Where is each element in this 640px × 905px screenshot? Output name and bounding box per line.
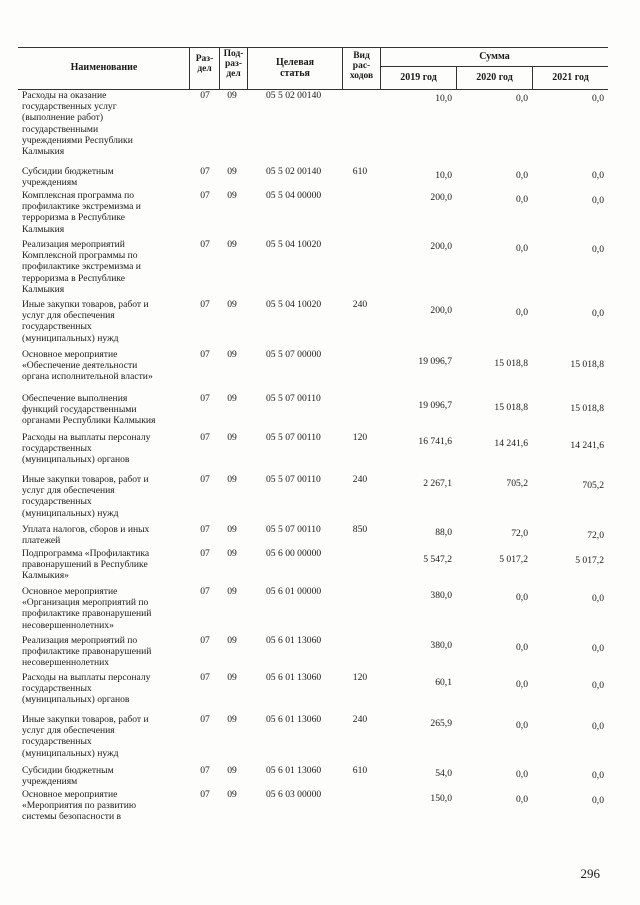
- row-target: 05 5 04 10020: [266, 299, 322, 310]
- header-target: Целевая статья: [275, 57, 315, 79]
- row-sum-2020: 0,0: [516, 679, 528, 690]
- row-sum-2019: 54,0: [435, 768, 452, 779]
- row-podrazdel: 09: [227, 635, 237, 646]
- row-sum-2021: 0,0: [592, 244, 604, 255]
- row-podrazdel: 09: [227, 548, 237, 559]
- row-razdel: 07: [200, 672, 210, 683]
- row-sum-2020: 0,0: [516, 93, 528, 104]
- row-sum-2021: 0,0: [592, 308, 604, 319]
- row-name: Иные закупки товаров, работ и услуг для обеспечения государственных (муниципальных) нужд: [22, 714, 149, 759]
- page-number: 296: [580, 866, 600, 881]
- row-razdel: 07: [200, 393, 210, 404]
- row-razdel: 07: [200, 765, 210, 776]
- row-podrazdel: 09: [227, 166, 237, 177]
- row-sum-2020: 0,0: [516, 307, 528, 318]
- row-sum-2020: 15 018,8: [494, 402, 528, 413]
- row-target: 05 6 01 13060: [266, 765, 322, 776]
- row-podrazdel: 09: [227, 474, 237, 485]
- row-razdel: 07: [200, 299, 210, 310]
- row-razdel: 07: [200, 349, 210, 360]
- row-sum-2021: 14 241,6: [570, 440, 604, 451]
- header-2021: 2021 год: [552, 72, 589, 83]
- row-name: Основное мероприятие «Мероприятия по развитию системы безопасности в: [22, 789, 137, 823]
- header-2020: 2020 год: [476, 72, 513, 83]
- row-sum-2019: 150,0: [430, 793, 452, 804]
- row-target: 05 5 04 10020: [266, 239, 322, 250]
- row-sum-2020: 705,2: [506, 478, 528, 489]
- row-razdel: 07: [200, 239, 210, 250]
- row-target: 05 6 01 13060: [266, 714, 322, 725]
- row-podrazdel: 09: [227, 299, 237, 310]
- row-sum-2021: 0,0: [592, 643, 604, 654]
- row-target: 05 5 02 00140: [266, 166, 322, 177]
- row-sum-2019: 60,1: [435, 677, 452, 688]
- header-vid: Вид рас- ходов: [349, 51, 374, 81]
- header-podrazdel: Под- раз- дел: [223, 49, 244, 79]
- row-name: Основное мероприятие «Организация мероприятий по профилактике правонарушений несовершеннолетних»: [22, 586, 152, 631]
- row-target: 05 5 07 00110: [266, 474, 321, 485]
- row-name: Реализация мероприятий по профилактике правонарушений несовершеннолетних: [22, 635, 152, 669]
- row-podrazdel: 09: [227, 90, 237, 101]
- row-sum-2020: 0,0: [516, 642, 528, 653]
- row-target: 05 5 07 00110: [266, 393, 321, 404]
- row-vid: 240: [352, 474, 368, 485]
- row-sum-2020: 0,0: [516, 794, 528, 805]
- row-vid: 850: [352, 524, 368, 535]
- row-vid: 610: [352, 765, 368, 776]
- row-name: Субсидии бюджетным учреждениям: [22, 765, 114, 788]
- row-sum-2020: 14 241,6: [494, 438, 528, 449]
- row-vid: 240: [352, 299, 368, 310]
- row-target: 05 5 04 00000: [266, 190, 322, 201]
- header-2019: 2019 год: [400, 72, 437, 83]
- row-podrazdel: 09: [227, 239, 237, 250]
- row-razdel: 07: [200, 474, 210, 485]
- row-sum-2020: 0,0: [516, 720, 528, 731]
- row-vid: 240: [352, 714, 368, 725]
- row-sum-2021: 0,0: [592, 680, 604, 691]
- row-razdel: 07: [200, 166, 210, 177]
- row-razdel: 07: [200, 586, 210, 597]
- row-name: Обеспечение выполнения функций государственными органами Республики Калмыкия: [22, 393, 156, 427]
- row-razdel: 07: [200, 90, 210, 101]
- row-name: Расходы на выплаты персоналу государственных (муниципальных) органов: [22, 672, 151, 706]
- row-razdel: 07: [200, 714, 210, 725]
- row-name: Реализация мероприятий Комплексной программы по профилактике экстремизма и терроризма в Республике Калмыкия: [22, 239, 141, 295]
- row-sum-2021: 15 018,8: [570, 403, 604, 414]
- row-sum-2020: 15 018,8: [494, 358, 528, 369]
- row-sum-2019: 200,0: [430, 192, 452, 203]
- row-podrazdel: 09: [227, 789, 237, 800]
- row-podrazdel: 09: [227, 672, 237, 683]
- row-sum-2020: 5 017,2: [499, 554, 528, 565]
- header-name: Наименование: [70, 62, 138, 73]
- row-sum-2019: 10,0: [435, 93, 452, 104]
- row-podrazdel: 09: [227, 586, 237, 597]
- row-razdel: 07: [200, 789, 210, 800]
- row-vid: 120: [352, 432, 368, 443]
- row-sum-2019: 19 096,7: [418, 356, 452, 367]
- row-podrazdel: 09: [227, 432, 237, 443]
- row-sum-2021: 705,2: [582, 480, 604, 491]
- row-razdel: 07: [200, 548, 210, 559]
- row-sum-2021: 5 017,2: [575, 555, 604, 566]
- row-sum-2021: 0,0: [592, 770, 604, 781]
- row-sum-2019: 5 547,2: [423, 554, 452, 565]
- row-sum-2019: 88,0: [435, 527, 452, 538]
- row-sum-2021: 0,0: [592, 195, 604, 206]
- row-target: 05 5 07 00110: [266, 432, 321, 443]
- row-sum-2020: 0,0: [516, 243, 528, 254]
- row-sum-2019: 19 096,7: [418, 400, 452, 411]
- row-sum-2021: 0,0: [592, 93, 604, 104]
- row-sum-2019: 380,0: [430, 640, 452, 651]
- row-sum-2021: 0,0: [592, 170, 604, 181]
- row-sum-2021: 72,0: [587, 530, 604, 541]
- row-razdel: 07: [200, 432, 210, 443]
- row-name: Иные закупки товаров, работ и услуг для обеспечения государственных (муниципальных) нужд: [22, 474, 149, 519]
- row-sum-2019: 265,9: [430, 718, 452, 729]
- row-sum-2020: 0,0: [516, 170, 528, 181]
- row-podrazdel: 09: [227, 349, 237, 360]
- row-name: Подпрограмма «Профилактика правонарушений в Республике Калмыкия»: [22, 548, 150, 582]
- sum-subheader-rule: [380, 66, 608, 67]
- row-sum-2019: 2 267,1: [423, 478, 452, 489]
- row-sum-2021: 0,0: [592, 795, 604, 806]
- row-podrazdel: 09: [227, 714, 237, 725]
- row-sum-2020: 0,0: [516, 592, 528, 603]
- row-target: 05 5 07 00110: [266, 524, 321, 535]
- row-name: Субсидии бюджетным учреждениям: [22, 166, 114, 189]
- row-razdel: 07: [200, 524, 210, 535]
- row-vid: 610: [352, 166, 368, 177]
- row-target: 05 6 01 13060: [266, 635, 322, 646]
- row-name: Расходы на оказание государственных услуг (выполнение работ) государственными учреждениями Республики Калмыкия: [22, 90, 133, 158]
- row-sum-2020: 72,0: [511, 528, 528, 539]
- row-razdel: 07: [200, 190, 210, 201]
- row-podrazdel: 09: [227, 393, 237, 404]
- header-top-rule: [18, 47, 608, 48]
- header-sum: Сумма: [479, 51, 510, 62]
- row-podrazdel: 09: [227, 765, 237, 776]
- row-name: Иные закупки товаров, работ и услуг для обеспечения государственных (муниципальных) нужд: [22, 299, 149, 344]
- row-razdel: 07: [200, 635, 210, 646]
- row-name: Основное мероприятие «Обеспечение деятельности органа исполнительной власти»: [22, 349, 153, 383]
- row-podrazdel: 09: [227, 190, 237, 201]
- row-sum-2019: 200,0: [430, 241, 452, 252]
- row-target: 05 6 00 00000: [266, 548, 322, 559]
- row-target: 05 5 07 00000: [266, 349, 322, 360]
- row-target: 05 5 02 00140: [266, 90, 322, 101]
- row-name: Комплексная программа по профилактике экстремизма и терроризма в Республике Калмыкия: [22, 190, 141, 235]
- row-name: Уплата налогов, сборов и иных платежей: [22, 524, 150, 547]
- row-sum-2021: 0,0: [592, 593, 604, 604]
- row-sum-2021: 0,0: [592, 721, 604, 732]
- row-sum-2020: 0,0: [516, 194, 528, 205]
- row-name: Расходы на выплаты персоналу государственных (муниципальных) органов: [22, 432, 151, 466]
- row-target: 05 6 03 00000: [266, 789, 322, 800]
- row-sum-2019: 200,0: [430, 305, 452, 316]
- header-razdel: Раз- дел: [195, 54, 214, 74]
- row-sum-2020: 0,0: [516, 769, 528, 780]
- row-target: 05 6 01 13060: [266, 672, 322, 683]
- row-vid: 120: [352, 672, 368, 683]
- row-podrazdel: 09: [227, 524, 237, 535]
- row-sum-2019: 10,0: [435, 170, 452, 181]
- row-sum-2019: 16 741,6: [418, 436, 452, 447]
- row-target: 05 6 01 00000: [266, 586, 322, 597]
- row-sum-2019: 380,0: [430, 590, 452, 601]
- row-sum-2021: 15 018,8: [570, 359, 604, 370]
